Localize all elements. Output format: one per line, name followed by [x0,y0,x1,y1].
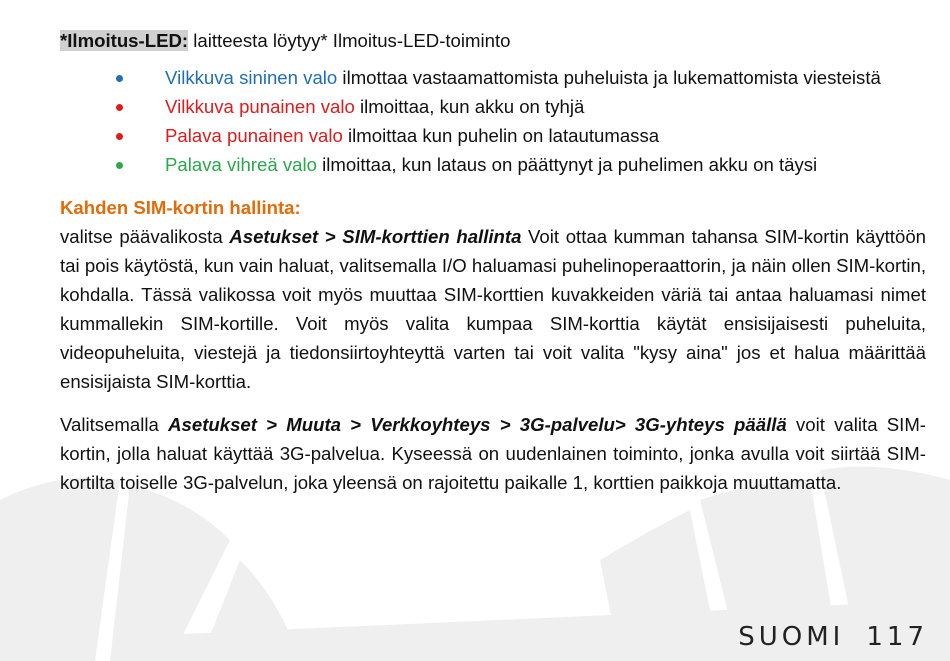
page-number: 117 [866,622,928,652]
led-label: *Ilmoitus-LED: [60,30,189,51]
sim-paragraph [60,222,926,396]
bullet-icon [116,104,123,111]
bullet-icon [116,133,123,140]
led-item-colored: Vilkkuva sininen valo [165,67,338,88]
sim-intro: valitse päävalikosta [60,226,230,247]
led-heading [60,26,926,55]
g3-body: voit valita SIM-kortin, jolla haluat käyttää 3G-palvelua. Kyseessä on uudenlainen toiminto, jonka avulla voit siirtää SIM-kortilta toiselle 3G-palvelun, joka yleensä on rajoitettu paikalle 1, korttien paikkoja muuttamatta. [60,414,926,493]
led-item-red-steady [60,121,926,150]
bullet-icon [116,162,123,169]
led-item-colored: Vilkkuva punainen valo [165,96,355,117]
led-item-colored: Palava vihreä valo [165,154,317,175]
led-item-green [60,150,926,179]
footer-language: SUOMI [738,622,845,652]
sim-body: Voit ottaa kumman tahansa SIM-kortin käyttöön tai pois käytöstä, kun vain haluat, valitsemalla I/O haluamasi puhelinoperaattorin, ja näin ollen SIM-kortin, kohdalla. Tässä valikossa voit myös muuttaa SIM-korttien kuvakkeiden väriä tai antaa haluamasi nimet kummallekin SIM-kortille. Voit myös valita kumpaa SIM-korttia käytät ensisijaisesti puheluita, videopuheluita, viestejä ja tiedonsiirtoyhteyttä varten tai voit valita "kysy aina" jos et halua määrittää ensisijaista SIM-korttia. [60,226,926,392]
led-item-colored: Palava punainen valo [165,125,343,146]
led-item-text: ilmoittaa kun puhelin on latautumassa [342,125,660,146]
led-item-blue [60,63,926,92]
led-item-text: ilmottaa vastaamattomista puheluista ja lukemattomista viesteistä [337,67,881,88]
sim-menu-path: Asetukset > SIM-korttien hallinta [229,226,522,247]
led-item-text: ilmoittaa, kun lataus on päättynyt ja puhelimen akku on täysi [316,154,818,175]
g3-intro: Valitsemalla [60,414,169,435]
led-item-red-blink [60,92,926,121]
sim-section-title: Kahden SIM-kortin hallinta: [60,197,301,218]
led-list [60,63,926,179]
g3-menu-path: Asetukset > Muuta > Verkkoyhteys > 3G-palvelu> 3G-yhteys päällä [168,414,787,435]
g3-paragraph [60,410,926,497]
led-text: laitteesta löytyy* Ilmoitus-LED-toiminto [188,30,511,51]
led-item-text: ilmoittaa, kun akku on tyhjä [354,96,585,117]
bullet-icon [116,75,123,82]
page-footer [738,622,928,652]
document-body [60,26,926,497]
